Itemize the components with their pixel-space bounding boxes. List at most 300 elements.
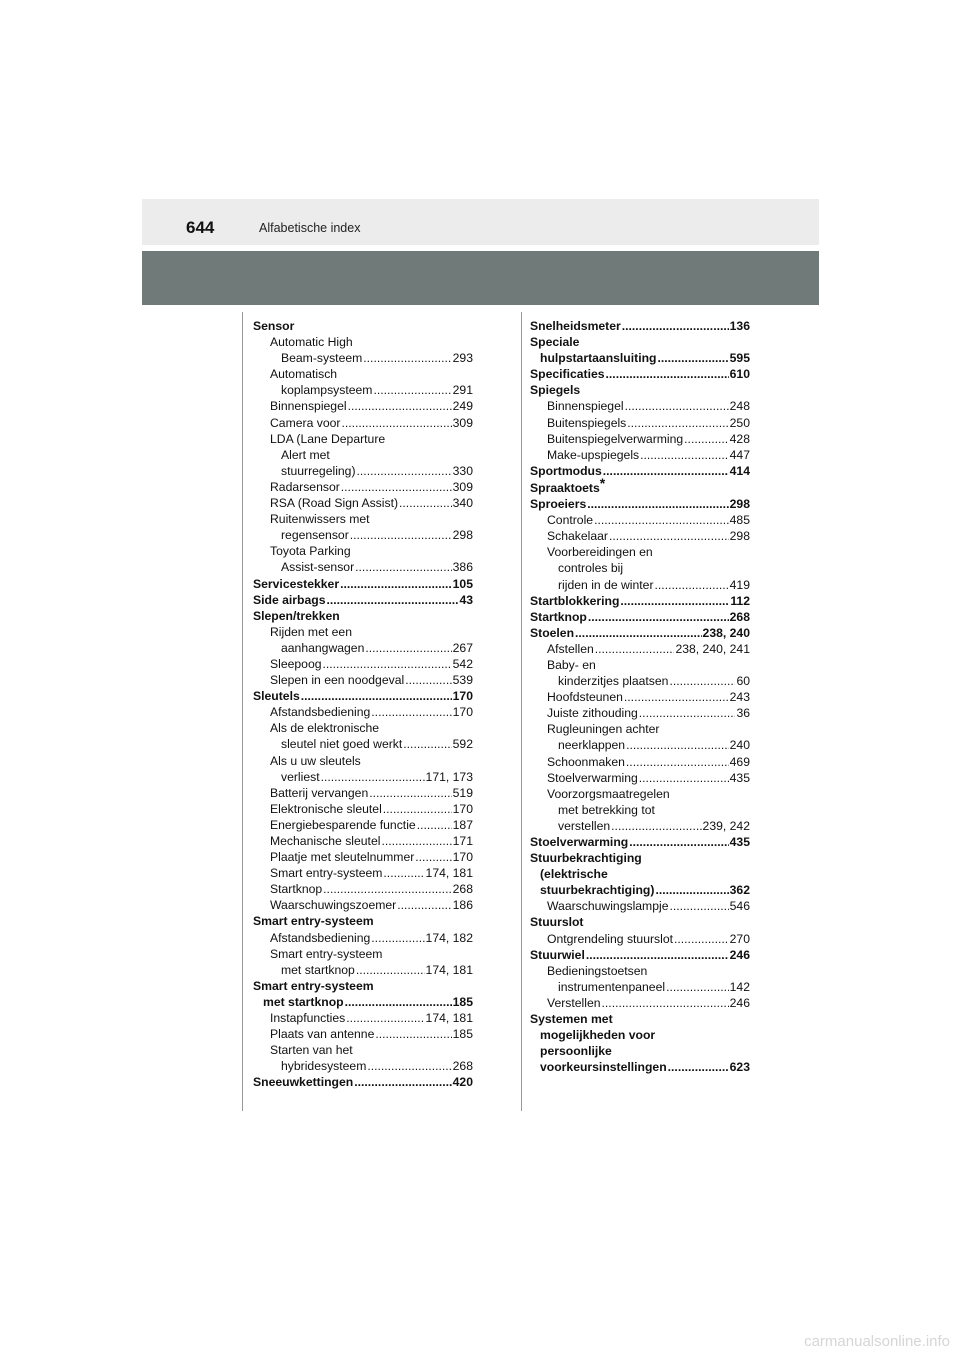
leader-dots (399, 495, 452, 511)
leader-dots (625, 398, 729, 414)
leader-dots (626, 737, 729, 753)
entry-text: Sportmodus (530, 463, 602, 478)
entry-text: Als de elektronische (270, 721, 380, 736)
page-ref[interactable]: 187 (452, 817, 473, 832)
entry-text: Make-upspiegels (547, 447, 640, 462)
index-subentry (253, 511, 473, 543)
entry-text: Juiste zithouding (547, 706, 638, 721)
page-ref[interactable]: 546 (729, 899, 750, 914)
entry-text: Mechanische sleutel (270, 834, 381, 848)
leader-dots (620, 593, 729, 609)
page-ref[interactable]: 239, 242 (702, 818, 750, 833)
entry-text: Systemen met (530, 1012, 613, 1027)
entry-text: Sneeuwkettingen (253, 1075, 354, 1090)
page-ref[interactable]: 298 (452, 528, 473, 543)
leader-dots (367, 1058, 451, 1074)
leader-dots (595, 641, 675, 657)
index-subentry (530, 705, 750, 721)
leader-dots (371, 704, 451, 720)
leader-dots (575, 625, 702, 641)
entry-text: hybridesysteem (281, 1059, 367, 1074)
page-ref[interactable]: 469 (729, 754, 750, 769)
leader-dots (657, 350, 728, 366)
leader-dots (586, 947, 729, 963)
page-ref[interactable]: 270 (729, 931, 750, 946)
entry-text: Plaatje met sleutelnummer (270, 850, 415, 865)
footnote-star: * (599, 474, 606, 491)
entry-text: Camera voor (270, 415, 341, 430)
entry-text: met betrekking tot (558, 802, 655, 817)
entry-text: Bedieningstoetsen (547, 963, 648, 978)
page-ref[interactable]: 249 (452, 399, 473, 414)
index-subentry (253, 704, 473, 720)
page-ref[interactable]: 414 (729, 463, 750, 478)
index-subentry (253, 398, 473, 414)
leader-dots (417, 817, 452, 833)
page-ref[interactable]: 386 (452, 560, 473, 575)
leader-dots (375, 1026, 451, 1042)
entry-text: Smart entry-systeem (253, 978, 374, 993)
page-ref[interactable]: 330 (452, 463, 473, 478)
entry-text: Energiebesparende functie (270, 817, 416, 832)
index-subentry (253, 543, 473, 575)
index-subentry (530, 786, 750, 834)
entry-text: RSA (Road Sign Assist) (270, 496, 399, 511)
entry-text: sleutel niet goed werkt (281, 737, 403, 752)
leader-dots (611, 818, 701, 834)
page-ref[interactable]: 420 (452, 1075, 473, 1090)
page-ref[interactable]: 539 (452, 673, 473, 688)
page-ref[interactable]: 246 (729, 947, 750, 962)
index-subentry (530, 898, 750, 914)
index-subentry (253, 479, 473, 495)
entry-text: Radarsensor (270, 479, 340, 494)
leader-dots (668, 1059, 729, 1075)
entry-text: neerklappen (558, 738, 626, 753)
entry-text: Startknop (530, 609, 587, 624)
entry-text: Side airbags (253, 592, 326, 607)
entry-text: verliest (281, 769, 320, 784)
page-ref[interactable]: 174, 182 (425, 930, 473, 945)
index-column-right (530, 318, 750, 1075)
leader-dots (622, 318, 729, 334)
index-entry (530, 474, 750, 496)
index-subentry (253, 930, 473, 946)
page-ref[interactable]: 485 (729, 513, 750, 528)
page-ref[interactable]: 136 (729, 319, 750, 333)
entry-text: Batterij vervangen (270, 785, 369, 800)
entry-text: Waarschuwingszoemer (270, 898, 397, 913)
index-entry (253, 318, 473, 334)
leader-dots (588, 609, 729, 625)
index-entry (530, 609, 750, 625)
entry-text: verstellen (558, 818, 611, 833)
index-entry (530, 625, 750, 641)
entry-text: controles bij (558, 561, 624, 576)
page-ref[interactable]: 428 (729, 431, 750, 446)
index-column-left (253, 318, 473, 1091)
entry-text: Beam-systeem (281, 351, 363, 366)
index-subentry (530, 721, 750, 753)
page-ref[interactable]: 60 (736, 674, 750, 689)
leader-dots (666, 979, 729, 995)
index-subentry (530, 415, 750, 431)
entry-text: Alert met (281, 447, 330, 462)
entry-text: hulpstartaansluiting (540, 351, 657, 366)
page-ref[interactable]: 623 (729, 1060, 750, 1075)
leader-dots (357, 463, 452, 479)
index-entry (253, 688, 473, 704)
page-ref[interactable]: 293 (452, 351, 473, 366)
index-subentry (253, 624, 473, 656)
index-entry (253, 576, 473, 592)
leader-dots (356, 962, 425, 978)
entry-text: LDA (Lane Departure (270, 431, 386, 446)
entry-text: Buitenspiegels (547, 415, 627, 430)
index-subentry (530, 544, 750, 592)
page-ref[interactable]: 174, 181 (425, 866, 473, 881)
entry-text: Ontgrendeling stuurslot (547, 931, 674, 946)
entry-text: Waarschuwingslampje (547, 899, 669, 914)
entry-text: Hoofdsteunen (547, 690, 623, 705)
page-ref[interactable]: 112 (730, 593, 750, 608)
entry-text: Starten van het (270, 1043, 353, 1058)
leader-dots (381, 833, 451, 849)
index-subentry (253, 1042, 473, 1074)
entry-text: Sleutels (253, 689, 300, 704)
entry-text: (elektrische (540, 867, 608, 882)
index-entry (530, 914, 750, 930)
page-ref[interactable]: 238, 240 (702, 625, 750, 640)
page-ref[interactable]: 240 (729, 738, 750, 753)
chapter-band (142, 251, 819, 305)
index-subentry (530, 770, 750, 786)
page-ref[interactable]: 243 (729, 690, 750, 705)
index-entry (530, 834, 750, 850)
index-entry (253, 1074, 473, 1090)
entry-text: Rugleuningen achter (547, 722, 660, 737)
entry-text: met startknop (263, 994, 344, 1009)
entry-text: Smart entry-systeem (270, 946, 383, 961)
index-subentry (253, 865, 473, 881)
page-ref[interactable]: 447 (729, 447, 750, 462)
index-subentry (253, 785, 473, 801)
leader-dots (594, 512, 729, 528)
entry-text: Schoonmaken (547, 754, 625, 769)
page-ref[interactable]: 268 (452, 882, 473, 897)
left-column-rule (242, 312, 243, 1111)
entry-text: Voorbereidingen en (547, 545, 653, 560)
page-ref[interactable]: 170 (452, 689, 473, 704)
page-ref[interactable]: 186 (452, 898, 473, 913)
index-entry (253, 608, 473, 624)
section-title: Alfabetische index (259, 221, 361, 235)
entry-text: regensensor (281, 528, 349, 543)
leader-dots (627, 415, 728, 431)
index-subentry (530, 689, 750, 705)
leader-dots (602, 995, 729, 1011)
entry-text: Stuurslot (530, 915, 584, 930)
leader-dots (383, 865, 424, 881)
leader-dots (639, 770, 729, 786)
leader-dots (609, 528, 729, 544)
page-ref[interactable]: 592 (452, 737, 473, 752)
leader-dots (640, 447, 729, 463)
leader-dots (587, 496, 728, 512)
right-column-rule (521, 312, 522, 1111)
index-entry (530, 334, 750, 366)
index-subentry (253, 334, 473, 366)
index-subentry (530, 641, 750, 657)
page-ref[interactable]: 340 (452, 496, 473, 511)
page-ref[interactable]: 309 (452, 479, 473, 494)
index-entry (530, 593, 750, 609)
index-subentry (253, 833, 473, 849)
index-entry (530, 366, 750, 382)
index-subentry (253, 656, 473, 672)
page-ref[interactable]: 105 (452, 576, 473, 591)
index-subentry (253, 817, 473, 833)
page-ref[interactable]: 170 (452, 705, 473, 720)
entry-text: Speciale (530, 335, 580, 350)
index-subentry (253, 946, 473, 978)
leader-dots (606, 366, 729, 382)
index-subentry (530, 963, 750, 995)
index-entry (530, 850, 750, 898)
index-subentry (253, 1026, 473, 1042)
leader-dots (684, 431, 728, 447)
index-subentry (253, 849, 473, 865)
leader-dots (365, 640, 451, 656)
entry-text: rijden in de winter (558, 577, 654, 592)
index-entry (253, 978, 473, 1010)
leader-dots (301, 688, 452, 704)
leader-dots (655, 882, 728, 898)
index-entry (530, 382, 750, 398)
index-entry (530, 463, 750, 479)
entry-text: Schakelaar (547, 529, 608, 544)
page-ref[interactable]: 43 (459, 592, 473, 607)
leader-dots (326, 592, 458, 608)
leader-dots (345, 994, 452, 1010)
entry-text: Binnenspiegel (270, 399, 347, 414)
index-subentry (253, 495, 473, 511)
leader-dots (603, 463, 729, 479)
leader-dots (626, 754, 729, 770)
entry-text: kinderzitjes plaatsen (558, 674, 669, 689)
leader-dots (624, 689, 729, 705)
entry-text: Assist-sensor (281, 560, 355, 575)
entry-text: Controle (547, 513, 594, 528)
leader-dots (371, 930, 424, 946)
leader-dots (397, 897, 451, 913)
index-entry (530, 496, 750, 512)
leader-dots (629, 834, 728, 850)
leader-dots (655, 577, 729, 593)
index-entry (530, 318, 750, 334)
leader-dots (373, 382, 451, 398)
index-subentry (253, 897, 473, 913)
page-ref[interactable]: 174, 181 (425, 962, 473, 977)
entry-text: Als u uw sleutels (270, 753, 361, 768)
entry-text: Verstellen (547, 995, 601, 1010)
index-subentry (530, 931, 750, 947)
entry-text: Sleepoog (270, 656, 322, 671)
index-subentry (253, 753, 473, 785)
page-ref[interactable]: 250 (729, 415, 750, 430)
leader-dots (341, 479, 452, 495)
entry-text: Stoelen (530, 625, 575, 640)
entry-text: Elektronische sleutel (270, 801, 382, 816)
index-subentry (530, 431, 750, 447)
index-subentry (253, 366, 473, 398)
entry-text: Plaats van antenne (270, 1027, 375, 1042)
entry-text: Binnenspiegel (547, 399, 624, 414)
entry-text: persoonlijke (540, 1044, 612, 1059)
entry-text: Automatisch (270, 367, 338, 382)
index-subentry (530, 447, 750, 463)
leader-dots (415, 849, 451, 865)
entry-text: Stuurbekrachtiging (530, 851, 642, 866)
leader-dots (323, 881, 451, 897)
entry-text: Specificaties (530, 367, 605, 382)
page-ref[interactable]: 174, 181 (425, 1011, 473, 1026)
index-subentry (253, 431, 473, 479)
page-ref[interactable]: 291 (452, 383, 473, 398)
header-band (142, 199, 819, 245)
leader-dots (405, 672, 451, 688)
leader-dots (403, 736, 451, 752)
page-ref[interactable]: 238, 240, 241 (675, 641, 750, 656)
entry-text: Stoelverwarming (530, 835, 629, 849)
entry-text: Slepen in een noodgeval (270, 673, 405, 688)
leader-dots (669, 673, 735, 689)
entry-text: mogelijkheden voor (540, 1028, 656, 1043)
entry-text: Voorzorgsmaatregelen (547, 786, 670, 801)
index-subentry (530, 528, 750, 544)
page-ref[interactable]: 610 (729, 367, 750, 382)
entry-text: Stoelverwarming (547, 770, 638, 785)
leader-dots (669, 898, 728, 914)
entry-text: Stuurwiel (530, 947, 585, 962)
entry-text: aanhangwagen (281, 640, 365, 655)
entry-text: stuurbekrachtiging) (540, 883, 655, 898)
page-ref[interactable]: 435 (729, 835, 750, 849)
index-subentry (253, 801, 473, 817)
entry-text: Startblokkering (530, 593, 620, 608)
page-ref[interactable]: 542 (452, 656, 473, 671)
index-subentry (530, 398, 750, 414)
leader-dots (383, 801, 452, 817)
watermark: carmanualsonline.info (804, 1333, 950, 1350)
leader-dots (348, 398, 452, 414)
page-ref[interactable]: 36 (736, 706, 750, 721)
entry-text: Automatic High (270, 335, 353, 350)
entry-text: met startknop (281, 962, 355, 977)
entry-text: Rijden met een (270, 624, 352, 639)
leader-dots (323, 656, 452, 672)
entry-text: Slepen/trekken (253, 608, 340, 623)
page-ref[interactable]: 435 (729, 770, 750, 785)
leader-dots (363, 350, 451, 366)
entry-text: voorkeursinstellingen (540, 1060, 667, 1075)
entry-text: Buitenspiegelverwarming (547, 431, 684, 446)
index-subentry (253, 720, 473, 752)
entry-text: Spraaktoets (530, 480, 600, 495)
index-entry (530, 947, 750, 963)
entry-text: Sproeiers (530, 497, 587, 512)
index-subentry (530, 995, 750, 1011)
index-subentry (253, 881, 473, 897)
entry-text: Snelheidsmeter (530, 319, 621, 333)
entry-text: stuurregeling) (281, 463, 356, 478)
index-subentry (253, 1010, 473, 1026)
index-subentry (253, 672, 473, 688)
entry-text: Afstandsbediening (270, 705, 371, 720)
index-entry (530, 1011, 750, 1075)
entry-text: koplampsysteem (281, 383, 373, 398)
page-number: 644 (186, 218, 215, 237)
page-ref[interactable]: 298 (729, 529, 750, 544)
entry-text: Smart entry-systeem (253, 914, 374, 929)
leader-dots (341, 415, 451, 431)
page-ref[interactable]: 170 (452, 801, 473, 816)
leader-dots (321, 769, 425, 785)
index-subentry (253, 415, 473, 431)
page-ref[interactable]: 248 (729, 399, 750, 414)
index-subentry (530, 754, 750, 770)
page-ref[interactable]: 185 (452, 994, 473, 1009)
leader-dots (674, 931, 729, 947)
index-entry (253, 913, 473, 929)
page-ref[interactable]: 171, 173 (425, 769, 473, 784)
page-ref[interactable]: 268 (729, 609, 750, 624)
page-ref[interactable]: 519 (452, 785, 473, 800)
page-ref[interactable]: 268 (452, 1059, 473, 1074)
entry-text: Ruitenwissers met (270, 512, 370, 527)
leader-dots (346, 1010, 424, 1026)
page-ref[interactable]: 185 (452, 1027, 473, 1042)
page-ref[interactable]: 171 (452, 834, 473, 848)
entry-text: Afstellen (547, 641, 594, 656)
leader-dots (639, 705, 736, 721)
page-ref[interactable]: 419 (729, 577, 750, 592)
leader-dots (355, 559, 452, 575)
page-ref[interactable]: 170 (452, 850, 473, 865)
entry-text: Instapfuncties (270, 1011, 346, 1026)
leader-dots (354, 1074, 451, 1090)
page-ref[interactable]: 298 (729, 497, 750, 512)
leader-dots (369, 785, 451, 801)
page-ref[interactable]: 309 (452, 415, 473, 430)
index-subentry (530, 512, 750, 528)
entry-text: Spiegels (530, 383, 581, 398)
page-ref[interactable]: 595 (729, 351, 750, 366)
page-ref[interactable]: 267 (452, 640, 473, 655)
page-ref[interactable]: 246 (729, 995, 750, 1010)
index-entry (253, 592, 473, 608)
entry-text: Smart entry-systeem (270, 866, 383, 881)
entry-text: instrumentenpaneel (558, 979, 666, 994)
page-ref[interactable]: 142 (729, 979, 750, 994)
entry-text: Afstandsbediening (270, 930, 371, 945)
leader-dots (340, 576, 452, 592)
entry-text: Baby- en (547, 657, 596, 672)
entry-text: Startknop (270, 882, 323, 897)
index-subentry (530, 657, 750, 689)
entry-text: Servicestekker (253, 576, 340, 591)
page-ref[interactable]: 362 (729, 883, 750, 898)
